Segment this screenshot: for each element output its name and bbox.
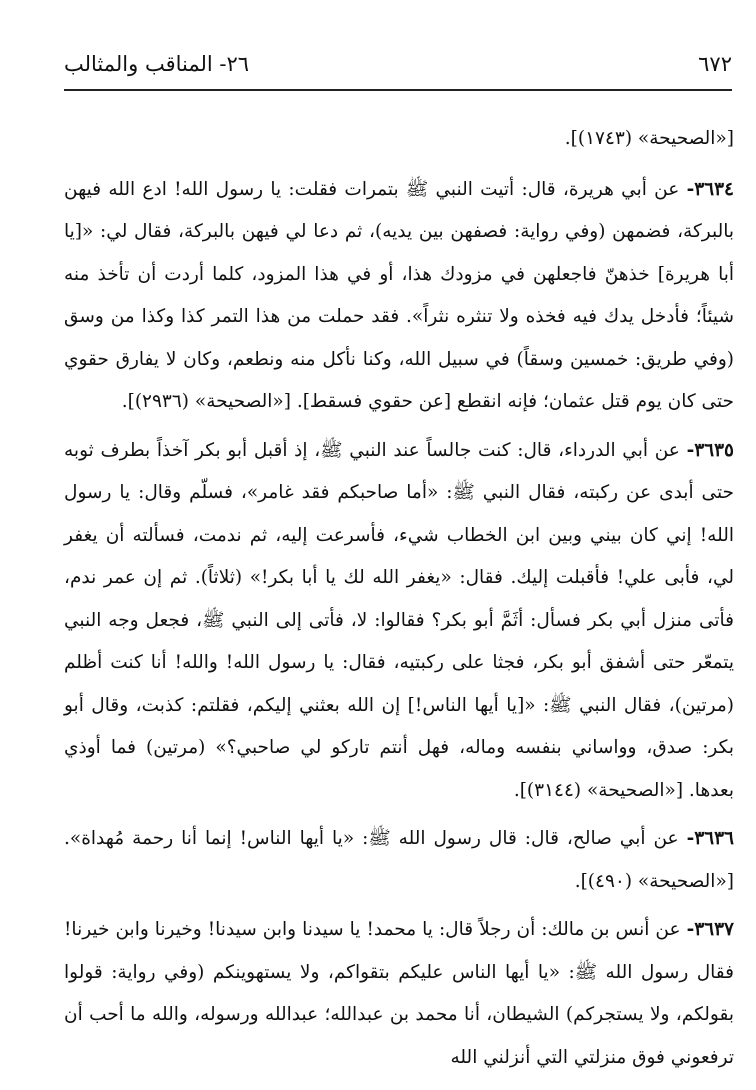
hadith-3637: [64, 909, 734, 1079]
hadith-text: عن أبي صالح، قال: قال رسول الله ﷺ: «يا أيها الناس! إنما أنا رحمة مُهداة». [«الصحيحة» (٤٩٠)].: [64, 828, 734, 892]
hadith-number: ٣٦٣٤-: [686, 178, 734, 200]
hadith-3636: [64, 818, 734, 903]
hadith-3634: [64, 169, 734, 424]
lead-reference: [«الصحيحة» (١٧٤٣)].: [564, 128, 734, 149]
hadith-number: ٣٦٣٥-: [686, 439, 734, 461]
hadith-number: ٣٦٣٧-: [686, 919, 734, 940]
header-rule: [64, 89, 732, 91]
running-header: [64, 44, 732, 84]
hadith-text: عن أبي الدرداء، قال: كنت جالساً عند النبي ﷺ، إذ أقبل أبو بكر آخذاً بطرف ثوبه حتى أبدى عن ركبته، فقال النبي ﷺ: «أما صاحبكم فقد غامر»، فسلّم وقال: يا رسول الله! إني كان بيني وبين ابن الخطاب شيء، فأسرعت إليه، ثم ندمت، فسألته أن يغفر لي، فأبى علي! فأقبلت إليك. فقال: «يغفر الله لك يا أبا بكر!» (ثلاثاً). ثم إن عمر ندم، فأتى منزل أبي بكر فسأل: أثَمَّ أبو بكر؟ فقالوا: لا، فأتى إلى النبي ﷺ، فجعل وجه النبي يتمعّر حتى أشفق أبو بكر، فجثا على ركبتيه، فقال: يا رسول الله! والله! أنا كنت أظلم (مرتين)، فقال النبي ﷺ: «[يا أيها الناس!] إن الله بعثني إليكم، فقلتم: كذبت، وقال أبو بكر: صدق، وواساني بنفسه وماله، فهل أنتم تاركو لي صاحبي؟» (مرتين) فما أوذي بعدها. [«الصحيحة» (٣١٤٤)].: [64, 439, 734, 801]
hadith-number: ٣٦٣٦-: [686, 828, 734, 849]
page-body: [64, 118, 734, 1085]
page-number: ٦٧٢: [698, 52, 732, 76]
hadith-text: عن أبي هريرة، قال: أتيت النبي ﷺ بتمرات فقلت: يا رسول الله! ادع الله فيهن بالبركة، فضمهن (وفي رواية: فصفهن بين يديه)، ثم دعا لي فيهن بالبركة، فقال لي: «[يا أبا هريرة] خذهنّ فاجعلهن في مزودك هذا، أو في هذا المزود، كلما أردت أن تأخذ منه شيئاً؛ فأدخل يدك فيه فخذه ولا تنثره نثراً». فقد حملت من هذا التمر كذا وكذا من وسق (وفي طريق: خمسين وسقاً) في سبيل الله، وكنا نأكل منه ونطعم، وكان لا يفارق حقوي حتى كان يوم قتل عثمان؛ فإنه انقطع [عن حقوي فسقط]. [«الصحيحة» (٢٩٣٦)].: [64, 178, 734, 412]
hadith-text: عن أنس بن مالك: أن رجلاً قال: يا محمد! يا سيدنا وابن سيدنا! وخيرنا وابن خيرنا! فقال رسول الله ﷺ: «يا أيها الناس عليكم بتقواكم، ولا يستهوينكم (وفي رواية: قولوا بقولكم، ولا يستجركم) الشيطان، أنا محمد بن عبدالله؛ عبدالله ورسوله، والله ما أحب أن ترفعوني فوق منزلتي التي أنزلني الله: [64, 919, 734, 1068]
hadith-3635: [64, 430, 734, 813]
chapter-title: ٢٦- المناقب والمثالب: [64, 52, 250, 76]
